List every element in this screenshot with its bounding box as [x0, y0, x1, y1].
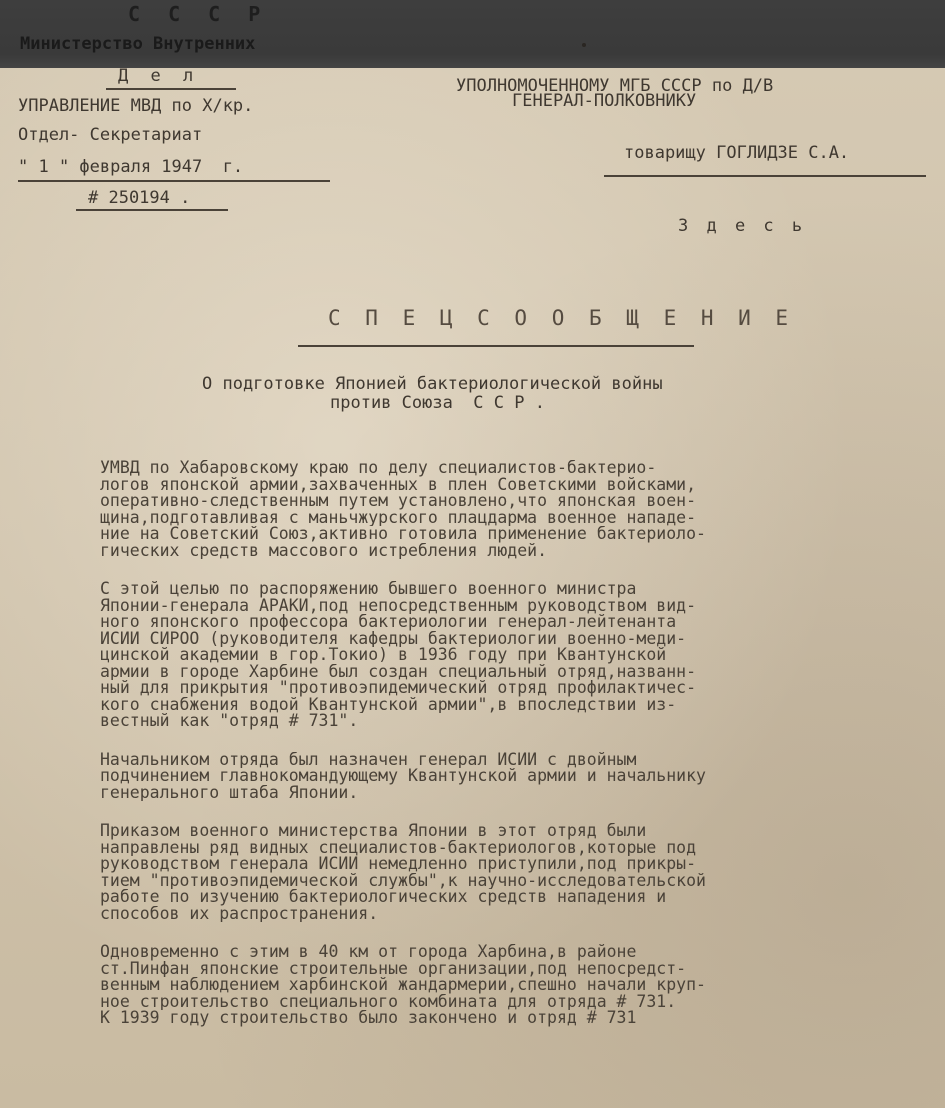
paragraph-5 [100, 944, 942, 1027]
text-line: подчинением главнокомандующему Квантунской армии и начальнику [100, 768, 706, 785]
document-title: С П Е Ц С О О Б Щ Е Н И Е [328, 306, 795, 330]
date-line: " 1 " февраля 1947 г. [18, 157, 244, 177]
dept-heading: Д е л [118, 66, 200, 86]
text-line: способов их распространения. [100, 905, 379, 922]
text-line: УМВД по Хабаровскому краю по делу специалистов-бактерио- [100, 460, 657, 477]
text-line: ст.Пинфан японские строительные организации,под непосредст- [100, 960, 687, 977]
recipient-line-2: ГЕНЕРАЛ-ПОЛКОВНИКУ [512, 91, 697, 111]
document-body [100, 460, 942, 1049]
text-line: оперативно-следственным путем установлено,что японская воен- [100, 493, 697, 510]
text-line: направлены ряд видных специалистов-бактериологов,которые под [100, 839, 697, 856]
text-line: ное строительство специального комбината для отряда # 731. [100, 993, 677, 1010]
number-underline [76, 209, 228, 211]
text-line: генерального штаба Японии. [100, 784, 359, 801]
text-line: кого снабжения водой Квантунской армии",в впоследствии из- [100, 696, 677, 713]
section-line: Отдел- Секретариат [18, 125, 203, 145]
text-line: Приказом военного министерства Японии в этот отряд были [100, 823, 647, 840]
text-line: вестный как "отряд # 731". [100, 713, 359, 730]
title-underline [298, 345, 694, 347]
date-underline [18, 180, 330, 182]
text-line: ный для прикрытия "противоэпидемический отряд профилактичес- [100, 680, 697, 697]
document-number: # 250194 . [88, 188, 191, 208]
recipient-underline [604, 175, 926, 177]
paragraph-1 [100, 460, 942, 559]
text-line: тием "противоэпидемической службы",к научно-исследовательской [100, 872, 706, 889]
paragraph-2 [100, 581, 942, 730]
ministry-heading: Министерство Внутренних [20, 34, 256, 54]
text-line: С этой целью по распоряжению бывшего военного министра [100, 581, 637, 598]
paragraph-3 [100, 752, 942, 802]
text-line: ного японского профессора бактериологии генерал-лейтенанта [100, 614, 677, 631]
text-line: руководством генерала ИСИИ немедленно приступили,под прикры- [100, 856, 697, 873]
text-line: Начальником отряда был назначен генерал ИСИИ с двойным [100, 751, 637, 768]
text-line: ИСИИ СИРОО (руководителя кафедры бактериологии военно-меди- [100, 630, 687, 647]
text-line: Одновременно с этим в 40 км от города Харбина,в районе [100, 944, 637, 961]
recipient-line-1: УПОЛНОМОЧЕННОМУ МГБ СССР по Д/В [456, 76, 774, 96]
speck [582, 43, 586, 47]
text-line: Японии-генерала АРАКИ,под непосредственным руководством вид- [100, 597, 697, 614]
text-line: логов японской армии,захваченных в плен Советскими войсками, [100, 476, 697, 493]
text-line: гических средств массового истребления людей. [100, 542, 548, 559]
directorate-line: УПРАВЛЕНИЕ МВД по Х/кр. [18, 96, 254, 116]
ussr-heading: С С С Р [128, 2, 269, 26]
dept-underline [106, 88, 236, 90]
text-line: К 1939 году строительство было закончено и отряд # 731 [100, 1010, 637, 1027]
recipient-name: товарищу ГОГЛИДЗЕ С.А. [624, 143, 850, 163]
subtitle-line-2: против Союза С С Р . [330, 393, 545, 413]
text-line: работе по изучению бактериологических средств нападения и [100, 889, 667, 906]
text-line: ние на Советский Союз,активно готовила применение бактериоло- [100, 526, 706, 543]
text-line: армии в городе Харбине был создан специальный отряд,названн- [100, 663, 697, 680]
location-line: З д е с ь [678, 216, 807, 236]
text-line: венным наблюдением харбинской жандармерии,спешно начали круп- [100, 977, 706, 994]
subtitle-line-1: О подготовке Японией бактериологической войны [202, 374, 663, 394]
text-line: щина,подготавливая с маньчжурского плацдарма военное нападе- [100, 509, 697, 526]
text-line: цинской академии в гор.Токио) в 1936 году при Квантунской [100, 647, 667, 664]
paragraph-4 [100, 823, 942, 922]
